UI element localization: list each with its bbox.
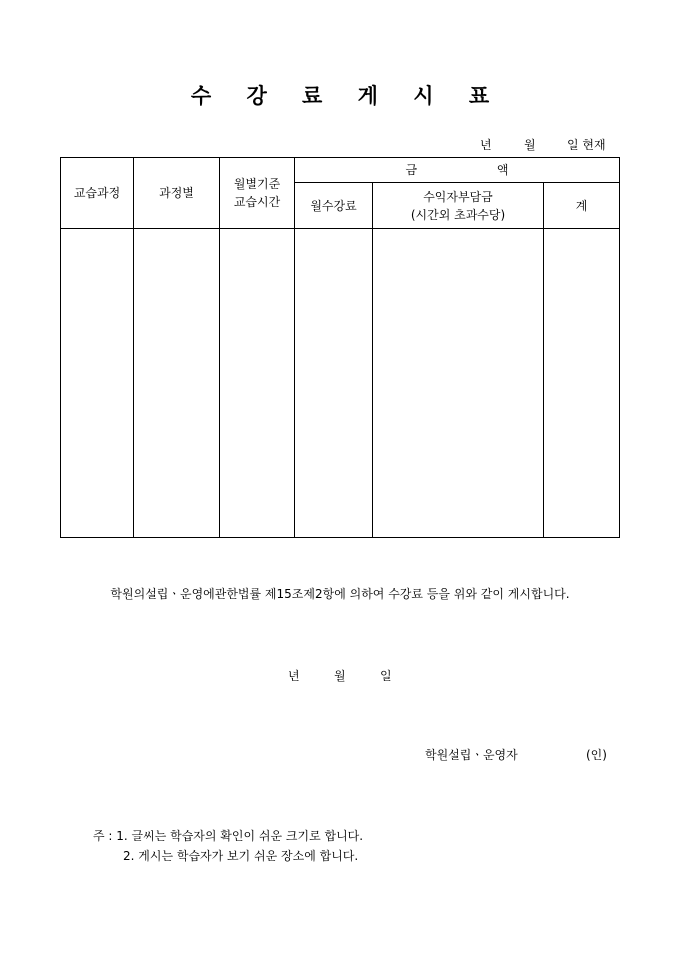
- cell-by-course[interactable]: [134, 229, 220, 538]
- table-row: [61, 229, 620, 538]
- header-monthly-fee: 월수강료: [295, 183, 373, 229]
- cell-extra-charge[interactable]: [373, 229, 544, 538]
- signature-label: 학원설립ㆍ운영자: [425, 748, 518, 762]
- page-title: 수 강 료 게 시 표: [190, 83, 504, 108]
- as-of-day-label: 일 현재: [567, 138, 606, 152]
- note-item-1: 주 : 1. 글씨는 학습자의 확인이 쉬운 크기로 합니다.: [93, 829, 364, 843]
- header-extra-charge-line1: 수익자부담금: [423, 189, 493, 204]
- header-by-course: 과정별: [134, 158, 220, 229]
- date-year-label: 년: [288, 669, 300, 683]
- note-item-2: 2. 게시는 학습자가 보기 쉬운 장소에 합니다.: [123, 849, 359, 863]
- cell-monthly-fee[interactable]: [295, 229, 373, 538]
- header-monthly-hours-line2: 교습시간: [233, 195, 281, 209]
- header-course: 교습과정: [61, 158, 134, 229]
- date-day-label: 일: [380, 669, 392, 683]
- statement-text: 학원의설립ㆍ운영에관한법률 제15조제2항에 의하여 수강료 등을 위와 같이 게시합니다.: [110, 587, 570, 601]
- header-extra-charge-line2: (시간외 초과수당): [410, 207, 506, 222]
- header-monthly-hours: [220, 158, 295, 229]
- cell-course[interactable]: [61, 229, 134, 538]
- notes-section: [93, 826, 363, 866]
- cell-monthly-hours[interactable]: [220, 229, 295, 538]
- header-monthly-hours-line1: 월별기준: [233, 177, 281, 191]
- cell-total[interactable]: [544, 229, 620, 538]
- header-extra-charge: [373, 183, 544, 229]
- date-month-label: 월: [334, 669, 346, 683]
- as-of-year-label: 년: [480, 138, 492, 152]
- header-total: 계: [544, 183, 620, 229]
- seal-mark: (인): [586, 748, 607, 762]
- as-of-month-label: 월: [524, 138, 536, 152]
- header-amount: 금 액: [295, 158, 620, 183]
- fee-table: [60, 157, 620, 538]
